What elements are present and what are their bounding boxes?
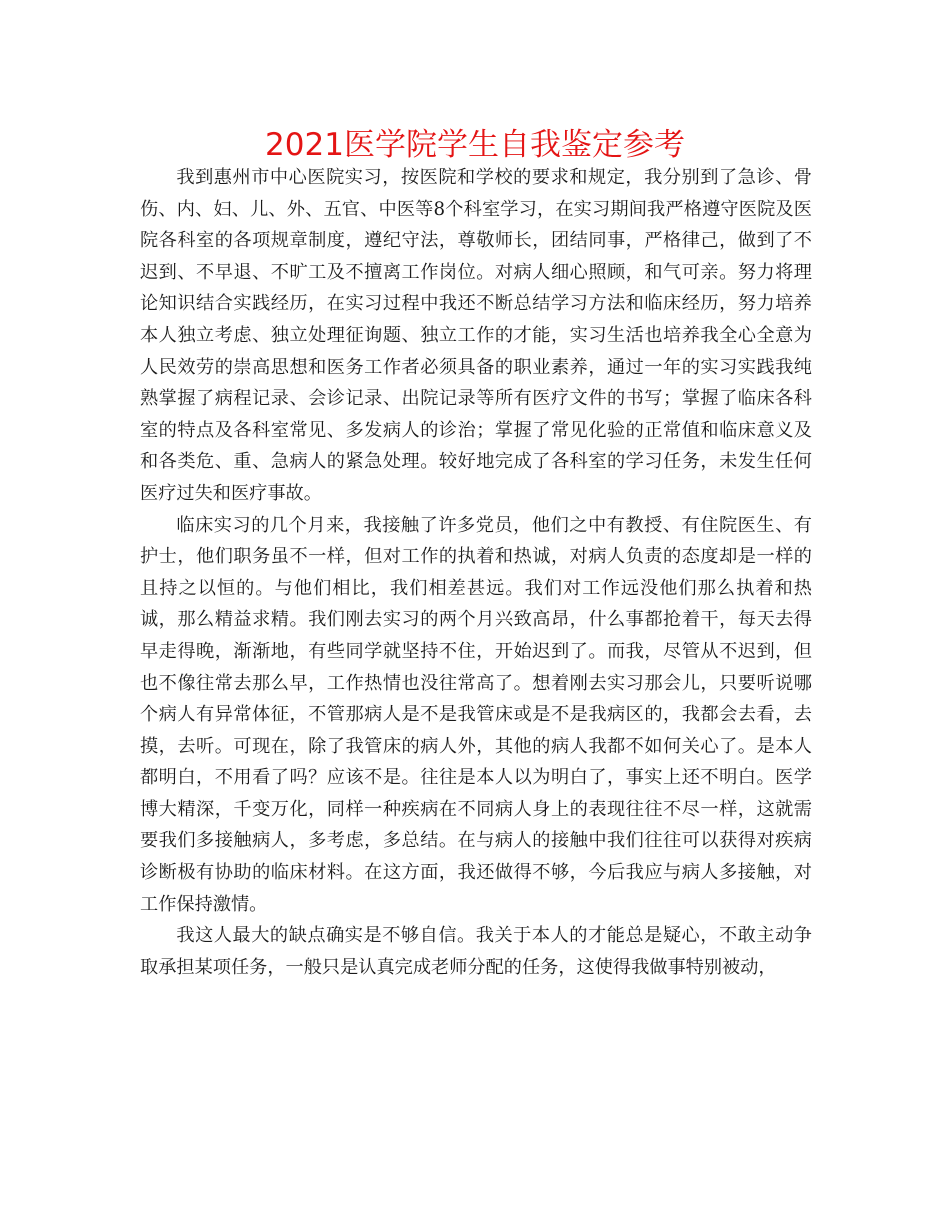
document-title: 2021医学院学生自我鉴定参考 [265, 127, 685, 163]
paragraph-3: 我这人最大的缺点确实是不够自信。我关于本人的才能总是疑心，不敢主动争取承担某项任务，一般只是认真完成老师分配的任务，这使得我做事特别被动， [140, 925, 812, 978]
document-body [140, 162, 812, 983]
paragraph-1: 我到惠州市中心医院实习，按医院和学校的要求和规定，我分别到了急诊、骨伤、内、妇、儿、外、五官、中医等8个科室学习，在实习期间我严格遵守医院及医院各科室的各项规章制度，遵纪守法，尊敬师长，团结同事，严格律己，做到了不迟到、不早退、不旷工及不擅离工作岗位。对病人细心照顾，和气可亲。努力将理论知识结合实践经历，在实习过程中我还不断总结学习方法和临床经历，努力培养本人独立考虑、独立处理征询题、独立工作的才能，实习生活也培养我全心全意为人民效劳的崇高思想和医务工作者必须具备的职业素养，通过一年的实习实践我纯熟掌握了病程记录、会诊记录、出院记录等所有医疗文件的书写；掌握了临床各科室的特点及各科室常见、多发病人的诊治；掌握了常见化验的正常值和临床意义及和各类危、重、急病人的紧急处理。较好地完成了各科室的学习任务，未发生任何医疗过失和医疗事故。 [140, 167, 812, 504]
paragraph-2: 临床实习的几个月来，我接触了许多党员，他们之中有教授、有住院医生、有护士，他们职务虽不一样，但对工作的执着和热诚，对病人负责的态度却是一样的且持之以恒的。与他们相比，我们相差甚远。我们对工作远没他们那么执着和热诚，那么精益求精。我们刚去实习的两个月兴致高昂，什么事都抢着干，每天去得早走得晚，渐渐地，有些同学就坚持不住，开始迟到了。而我，尽管从不迟到，但也不像往常去那么早，工作热情也没往常高了。想着刚去实习那会儿，只要听说哪个病人有异常体征，不管那病人是不是我管床或是不是我病区的，我都会去看，去摸，去听。可现在，除了我管床的病人外，其他的病人我都不如何关心了。是本人都明白，不用看了吗？应该不是。往往是本人以为明白了，事实上还不明白。医学博大精深，千变万化，同样一种疾病在不同病人身上的表现往往不尽一样，这就需要我们多接触病人，多考虑，多总结。在与病人的接触中我们往往可以获得对疾病诊断极有协助的临床材料。在这方面，我还做得不够，今后我应与病人多接触，对工作保持激情。 [140, 514, 812, 915]
